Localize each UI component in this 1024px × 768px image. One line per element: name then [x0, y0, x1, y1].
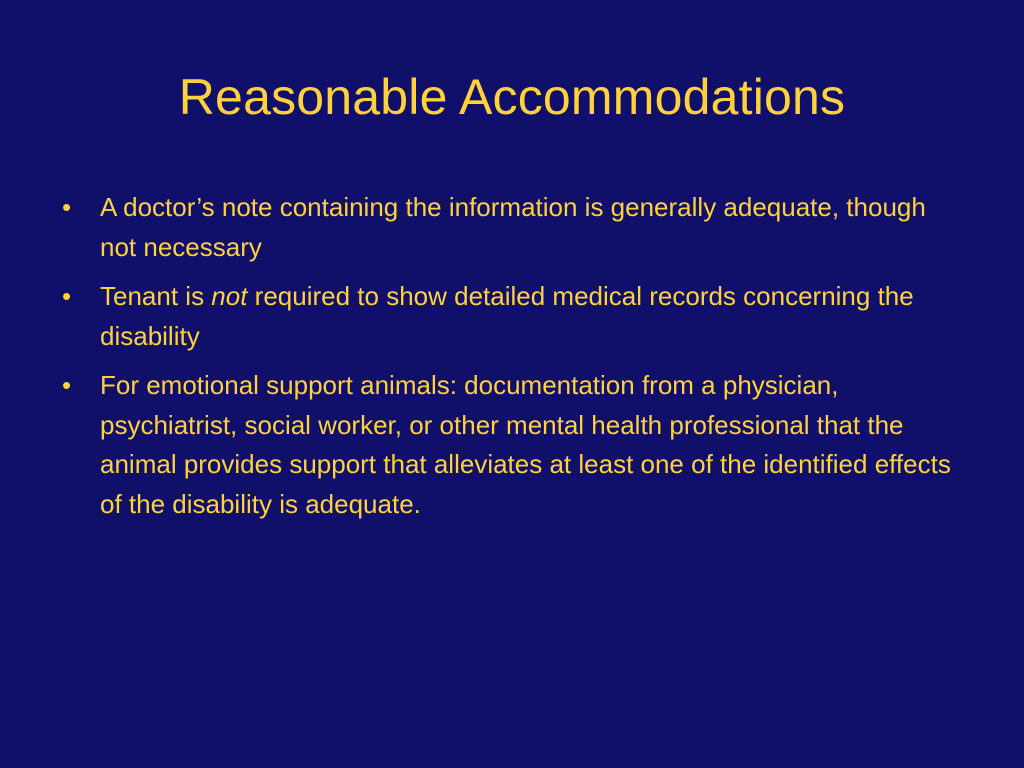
slide-title: Reasonable Accommodations	[178, 69, 846, 125]
bullet-text-emphasis: not	[211, 281, 248, 311]
bullet-text: For emotional support animals: documentation from a physician, psychiatrist, social worker, or other mental health professional that the animal provides support that alleviates at least one of the identified effects of the disability is adequate.	[100, 370, 951, 519]
bullet-item-medical-records	[62, 277, 962, 356]
bullet-dot: •	[62, 281, 72, 311]
bullet-text: A doctor’s note containing the information is generally adequate, though not necessary	[100, 192, 926, 262]
bullet-dot: •	[62, 192, 72, 222]
bullet-dot: •	[62, 370, 72, 400]
bullet-item-emotional-support-animals	[62, 366, 962, 524]
bullet-list	[62, 188, 962, 534]
bullet-text-after: required to show detailed medical records concerning the disability	[100, 281, 914, 351]
bullet-item-doctors-note	[62, 188, 962, 267]
bullet-text-before: Tenant is	[100, 281, 212, 311]
